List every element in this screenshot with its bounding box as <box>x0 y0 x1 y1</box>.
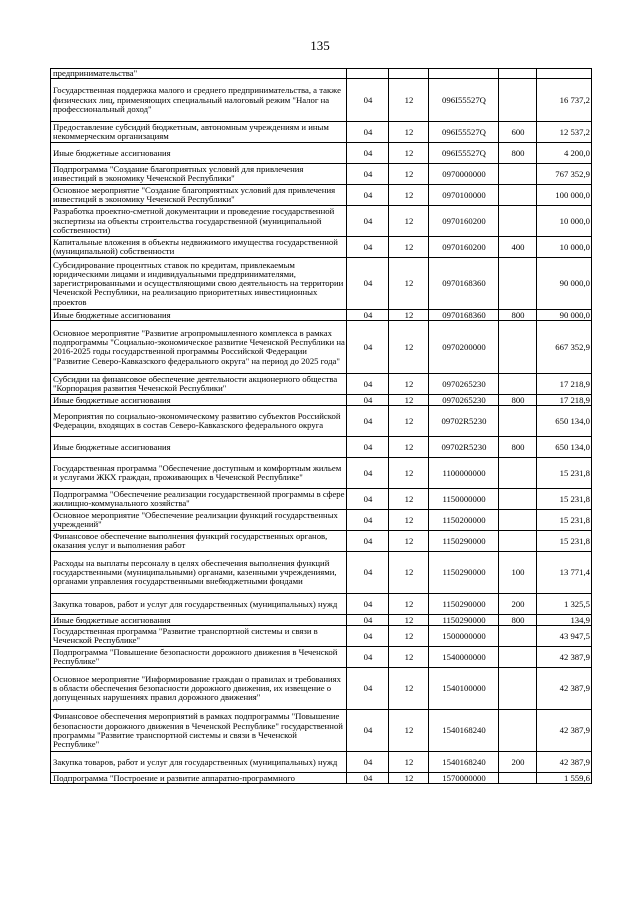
row-name: Закупка товаров, работ и услуг для государственных (муниципальных) нужд <box>51 594 347 615</box>
row-name: Закупка товаров, работ и услуг для государственных (муниципальных) нужд <box>51 752 347 773</box>
row-section: 04 <box>347 752 389 773</box>
row-expense-type: 800 <box>499 437 537 458</box>
row-subsection: 12 <box>389 710 429 752</box>
row-amount: 15 231,8 <box>537 489 592 510</box>
row-subsection: 12 <box>389 321 429 374</box>
row-section <box>347 69 389 79</box>
row-section: 04 <box>347 143 389 164</box>
table-row <box>51 143 592 164</box>
row-target-article: 09702R5230 <box>429 406 499 437</box>
row-target-article: 1500000000 <box>429 626 499 647</box>
row-target-article: 1540168240 <box>429 710 499 752</box>
table-row <box>51 773 592 784</box>
row-amount: 15 231,8 <box>537 458 592 489</box>
row-target-article <box>429 69 499 79</box>
row-expense-type <box>499 773 537 784</box>
row-section: 04 <box>347 310 389 321</box>
row-amount: 4 200,0 <box>537 143 592 164</box>
row-target-article: 1150200000 <box>429 510 499 531</box>
row-subsection: 12 <box>389 594 429 615</box>
row-subsection: 12 <box>389 489 429 510</box>
table-row <box>51 395 592 406</box>
row-subsection: 12 <box>389 206 429 237</box>
row-section: 04 <box>347 552 389 594</box>
row-amount: 1 559,6 <box>537 773 592 784</box>
row-amount: 42 387,9 <box>537 668 592 710</box>
budget-table-body <box>51 69 592 784</box>
row-name: Государственная поддержка малого и среднего предпринимательства, а также физических лиц, применяющих специальный налоговый режим "Налог на профессиональный доход" <box>51 79 347 122</box>
row-amount: 90 000,0 <box>537 258 592 310</box>
row-subsection: 12 <box>389 406 429 437</box>
row-name: Государственная программа "Развитие транспортной системы и связи в Чеченской Республике" <box>51 626 347 647</box>
row-expense-type <box>499 647 537 668</box>
table-row <box>51 310 592 321</box>
row-subsection: 12 <box>389 185 429 206</box>
table-row <box>51 489 592 510</box>
row-amount: 667 352,9 <box>537 321 592 374</box>
row-section: 04 <box>347 164 389 185</box>
row-target-article: 0970000000 <box>429 164 499 185</box>
row-section: 04 <box>347 185 389 206</box>
row-target-article: 0970265230 <box>429 374 499 395</box>
row-subsection: 12 <box>389 374 429 395</box>
row-subsection: 12 <box>389 122 429 143</box>
table-row <box>51 258 592 310</box>
row-subsection: 12 <box>389 258 429 310</box>
row-subsection: 12 <box>389 79 429 122</box>
row-expense-type: 200 <box>499 752 537 773</box>
row-amount <box>537 69 592 79</box>
row-name: Иные бюджетные ассигнования <box>51 615 347 626</box>
row-name: Предоставление субсидий бюджетным, автономным учреждениям и иным некоммерческим организациям <box>51 122 347 143</box>
row-target-article: 0970265230 <box>429 395 499 406</box>
row-amount: 100 000,0 <box>537 185 592 206</box>
row-target-article: 1150290000 <box>429 594 499 615</box>
row-name: Мероприятия по социально-экономическому развитию субъектов Российской Федерации, входящих в состав Северо-Кавказского федерального округа <box>51 406 347 437</box>
row-section: 04 <box>347 321 389 374</box>
row-expense-type <box>499 185 537 206</box>
row-section: 04 <box>347 206 389 237</box>
row-name: Иные бюджетные ассигнования <box>51 143 347 164</box>
row-name: Капитальные вложения в объекты недвижимого имущества государственной (муниципальной) собственности <box>51 237 347 258</box>
row-expense-type: 800 <box>499 395 537 406</box>
row-section: 04 <box>347 395 389 406</box>
row-expense-type <box>499 489 537 510</box>
row-subsection: 12 <box>389 531 429 552</box>
table-row <box>51 185 592 206</box>
row-amount: 15 231,8 <box>537 510 592 531</box>
row-expense-type <box>499 458 537 489</box>
row-amount: 43 947,5 <box>537 626 592 647</box>
row-expense-type <box>499 79 537 122</box>
row-name: Финансовое обеспечение выполнения функций государственных органов, оказания услуг и выполнения работ <box>51 531 347 552</box>
row-name: Расходы на выплаты персоналу в целях обеспечения выполнения функций государственными (муниципальными) органами, казенными учреждениями, органами управления государственными внебюджетными фондами <box>51 552 347 594</box>
row-target-article: 1540000000 <box>429 647 499 668</box>
table-row <box>51 626 592 647</box>
row-target-article: 1570000000 <box>429 773 499 784</box>
row-target-article: 0970160200 <box>429 206 499 237</box>
row-section: 04 <box>347 594 389 615</box>
row-amount: 1 325,5 <box>537 594 592 615</box>
row-expense-type <box>499 164 537 185</box>
row-subsection: 12 <box>389 437 429 458</box>
row-name: Субсидирование процентных ставок по кредитам, привлекаемым юридическими лицами и индивидуальными предпринимателями, зарегистрированными и осуществляющими свою деятельность на территории Чеченской Республики, на реализацию приоритетных инвестиционных проектов <box>51 258 347 310</box>
table-row <box>51 164 592 185</box>
row-amount: 13 771,4 <box>537 552 592 594</box>
row-target-article: 096I55527Q <box>429 143 499 164</box>
row-expense-type <box>499 510 537 531</box>
page-number: 135 <box>310 38 330 53</box>
table-row <box>51 437 592 458</box>
row-expense-type: 600 <box>499 122 537 143</box>
row-target-article: 096I55527Q <box>429 122 499 143</box>
row-amount: 10 000,0 <box>537 206 592 237</box>
row-expense-type <box>499 321 537 374</box>
row-expense-type <box>499 406 537 437</box>
table-row <box>51 374 592 395</box>
row-amount: 17 218,9 <box>537 374 592 395</box>
row-subsection: 12 <box>389 510 429 531</box>
row-subsection: 12 <box>389 458 429 489</box>
row-expense-type <box>499 69 537 79</box>
row-subsection <box>389 69 429 79</box>
row-target-article: 0970160200 <box>429 237 499 258</box>
row-subsection: 12 <box>389 552 429 594</box>
row-amount: 767 352,9 <box>537 164 592 185</box>
row-subsection: 12 <box>389 164 429 185</box>
table-row <box>51 615 592 626</box>
row-amount: 12 537,2 <box>537 122 592 143</box>
row-expense-type <box>499 668 537 710</box>
row-expense-type: 100 <box>499 552 537 594</box>
table-row <box>51 237 592 258</box>
row-name: Разработка проектно-сметной документации и проведение государственной экспертизы на объекты строительства государственной (муниципальной собственности) <box>51 206 347 237</box>
row-target-article: 09702R5230 <box>429 437 499 458</box>
row-subsection: 12 <box>389 773 429 784</box>
row-name: Подпрограмма "Создание благоприятных условий для привлечения инвестиций в экономику Чеченской Республики" <box>51 164 347 185</box>
row-section: 04 <box>347 615 389 626</box>
row-section: 04 <box>347 773 389 784</box>
row-name: Государственная программа "Обеспечение доступным и комфортным жильем и услугами ЖКХ граждан, проживающих в Чеченской Республике" <box>51 458 347 489</box>
table-row <box>51 206 592 237</box>
row-section: 04 <box>347 258 389 310</box>
row-amount: 16 737,2 <box>537 79 592 122</box>
row-amount: 90 000,0 <box>537 310 592 321</box>
row-subsection: 12 <box>389 615 429 626</box>
row-target-article: 1540168240 <box>429 752 499 773</box>
row-section: 04 <box>347 647 389 668</box>
row-name: Подпрограмма "Построение и развитие аппаратно-программного <box>51 773 347 784</box>
row-subsection: 12 <box>389 626 429 647</box>
table-row <box>51 321 592 374</box>
table-row <box>51 458 592 489</box>
table-row <box>51 552 592 594</box>
row-name: Подпрограмма "Обеспечение реализации государственной программы в сфере жилищно-коммунального хозяйства" <box>51 489 347 510</box>
row-amount: 650 134,0 <box>537 406 592 437</box>
row-amount: 42 387,9 <box>537 752 592 773</box>
row-section: 04 <box>347 237 389 258</box>
table-row <box>51 122 592 143</box>
row-name: Основное мероприятие "Обеспечение реализации функций государственных учреждений" <box>51 510 347 531</box>
row-target-article: 0970168360 <box>429 258 499 310</box>
row-subsection: 12 <box>389 143 429 164</box>
table-row <box>51 594 592 615</box>
row-name: Основное мероприятие "Информирование граждан о правилах и требованиях в области обеспечения безопасности дорожного движения, их извещение о допущенных нарушениях правил дорожного движения" <box>51 668 347 710</box>
row-section: 04 <box>347 79 389 122</box>
row-subsection: 12 <box>389 237 429 258</box>
row-amount: 42 387,9 <box>537 647 592 668</box>
row-name: Подпрограмма "Повышение безопасности дорожного движения в Чеченской Республике" <box>51 647 347 668</box>
row-target-article: 1150290000 <box>429 552 499 594</box>
row-section: 04 <box>347 437 389 458</box>
row-amount: 10 000,0 <box>537 237 592 258</box>
row-target-article: 096I55527Q <box>429 79 499 122</box>
row-section: 04 <box>347 510 389 531</box>
row-expense-type <box>499 374 537 395</box>
row-name: Финансовое обеспечения мероприятий в рамках подпрограммы "Повышение безопасности дорожного движения в Чеченской Республике" государственной программы "Развитие транспортной системы и связи в Чеченской Республике" <box>51 710 347 752</box>
row-section: 04 <box>347 668 389 710</box>
row-expense-type: 800 <box>499 310 537 321</box>
row-amount: 650 134,0 <box>537 437 592 458</box>
table-row <box>51 510 592 531</box>
row-target-article: 0970200000 <box>429 321 499 374</box>
row-expense-type <box>499 626 537 647</box>
table-row <box>51 710 592 752</box>
row-expense-type <box>499 258 537 310</box>
row-amount: 17 218,9 <box>537 395 592 406</box>
row-expense-type: 800 <box>499 615 537 626</box>
row-name: Иные бюджетные ассигнования <box>51 395 347 406</box>
row-subsection: 12 <box>389 395 429 406</box>
row-section: 04 <box>347 710 389 752</box>
row-expense-type <box>499 206 537 237</box>
table-row <box>51 69 592 79</box>
row-name: Основное мероприятие "Создание благоприятных условий для привлечения инвестиций в экономику Чеченской Республики" <box>51 185 347 206</box>
row-target-article: 0970100000 <box>429 185 499 206</box>
row-expense-type <box>499 531 537 552</box>
row-name: Основное мероприятие "Развитие агропромышленного комплекса в рамках подпрограммы "Социально-экономическое развитие Чеченской Республики на 2016-2025 годы государственной программы Российской Федерации "Развитие Северо-Кавказского федерального округа" на период до 2025 года" <box>51 321 347 374</box>
row-expense-type: 800 <box>499 143 537 164</box>
row-section: 04 <box>347 489 389 510</box>
row-expense-type: 400 <box>499 237 537 258</box>
row-subsection: 12 <box>389 647 429 668</box>
table-row <box>51 531 592 552</box>
row-target-article: 0970168360 <box>429 310 499 321</box>
row-section: 04 <box>347 122 389 143</box>
table-row <box>51 406 592 437</box>
row-target-article: 1540100000 <box>429 668 499 710</box>
table-row <box>51 668 592 710</box>
row-subsection: 12 <box>389 310 429 321</box>
table-row <box>51 79 592 122</box>
row-expense-type: 200 <box>499 594 537 615</box>
row-section: 04 <box>347 374 389 395</box>
row-name: Иные бюджетные ассигнования <box>51 437 347 458</box>
table-row <box>51 647 592 668</box>
budget-table <box>50 68 592 784</box>
row-section: 04 <box>347 458 389 489</box>
row-section: 04 <box>347 626 389 647</box>
row-amount: 42 387,9 <box>537 710 592 752</box>
row-amount: 134,9 <box>537 615 592 626</box>
row-name: Иные бюджетные ассигнования <box>51 310 347 321</box>
row-amount: 15 231,8 <box>537 531 592 552</box>
row-section: 04 <box>347 531 389 552</box>
row-target-article: 1100000000 <box>429 458 499 489</box>
row-target-article: 1150000000 <box>429 489 499 510</box>
row-name: Субсидии на финансовое обеспечение деятельности акционерного общества "Корпорация развития Чеченской Республики" <box>51 374 347 395</box>
row-target-article: 1150290000 <box>429 615 499 626</box>
row-subsection: 12 <box>389 752 429 773</box>
row-expense-type <box>499 710 537 752</box>
row-name: предпринимательства" <box>51 69 347 79</box>
table-row <box>51 752 592 773</box>
row-target-article: 1150290000 <box>429 531 499 552</box>
row-subsection: 12 <box>389 668 429 710</box>
row-section: 04 <box>347 406 389 437</box>
